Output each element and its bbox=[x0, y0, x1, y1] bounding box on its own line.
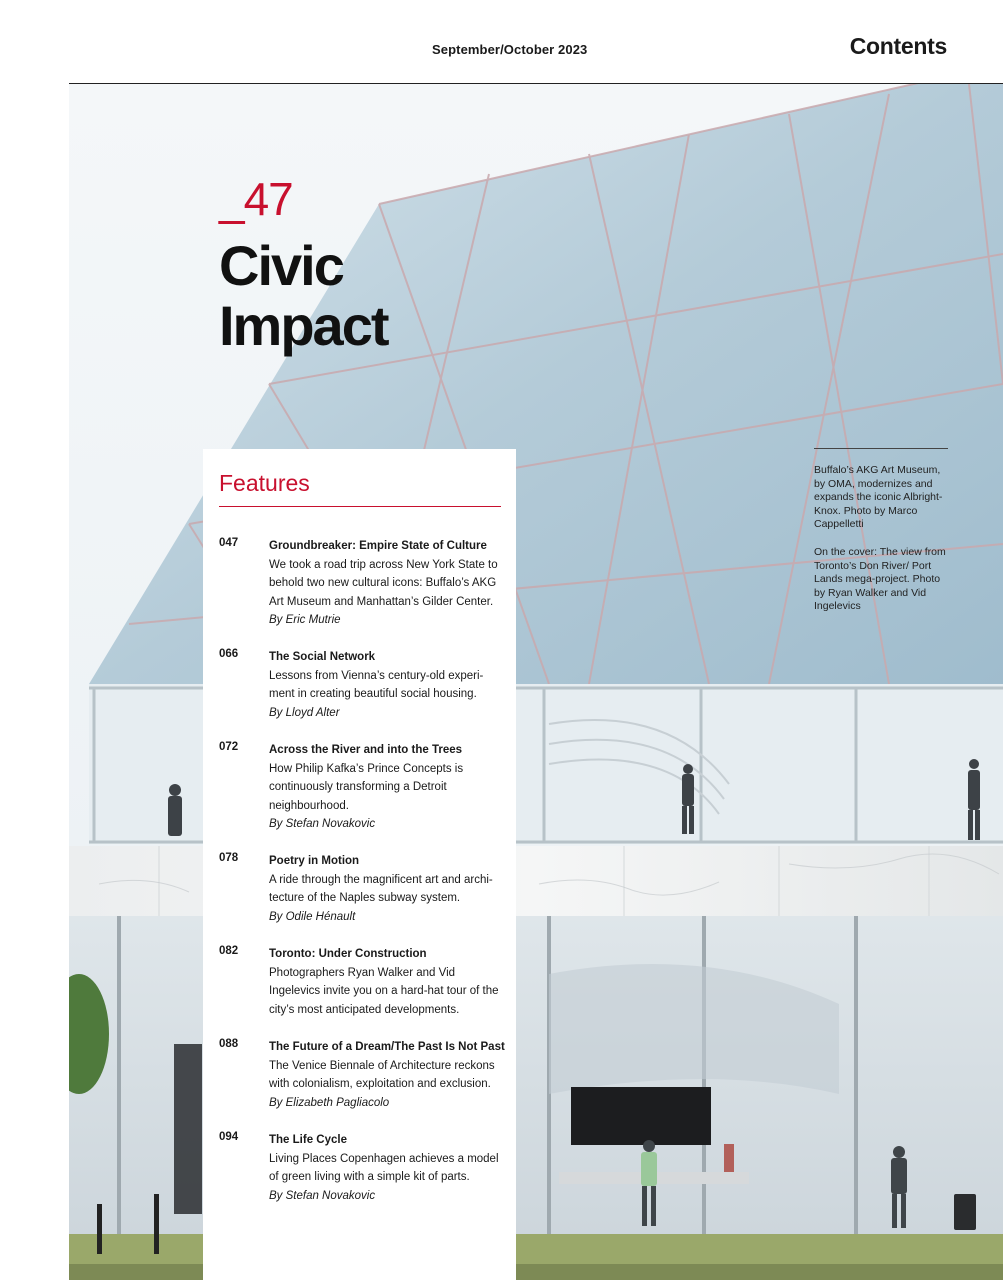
photo-credit: Buffalo’s AKG Art Museum, by OMA, modernizes and expands the iconic Albright-Knox. Photo by Marco Cappelletti bbox=[814, 464, 943, 531]
cover-credit: On the cover: The view from Toronto’s Don River/ Port Lands mega-project. Photo by Ryan Walker and Vid Ingelevics bbox=[814, 545, 946, 613]
feature-author: By Stefan Novakovic bbox=[269, 1189, 376, 1202]
issue-title-line2: Impact bbox=[219, 294, 388, 357]
issue-number: _47 bbox=[219, 173, 293, 225]
feature-author: By Elizabeth Pagliacolo bbox=[269, 1096, 390, 1109]
feature-page-number: 088 bbox=[219, 1038, 239, 1050]
feature-page-number: 094 bbox=[219, 1131, 239, 1143]
feature-description: How Philip Kafka’s Prince Concepts is continuously transforming a Detroit neighbourhood. bbox=[269, 762, 464, 812]
feature-description: The Venice Biennale of Architecture reckons with colonialism, exploitation and exclusion. bbox=[269, 1059, 495, 1091]
feature-page-number: 072 bbox=[219, 741, 239, 753]
feature-author: By Odile Hénault bbox=[269, 910, 356, 923]
feature-description: A ride through the magnificent art and archi-tecture of the Naples subway system. bbox=[269, 873, 493, 905]
caption-rule bbox=[814, 448, 948, 449]
header-date: September/October 2023 bbox=[432, 42, 588, 57]
feature-title[interactable]: The Future of a Dream/The Past Is Not Past bbox=[269, 1041, 505, 1053]
features-panel bbox=[203, 449, 516, 1280]
feature-page-number: 082 bbox=[219, 945, 239, 957]
feature-description: Photographers Ryan Walker and Vid Ingelevics invite you on a hard-hat tour of the city’s most anticipated developments. bbox=[269, 966, 499, 1016]
feature-title[interactable]: Poetry in Motion bbox=[269, 855, 360, 867]
feature-title[interactable]: The Life Cycle bbox=[269, 1134, 347, 1146]
features-heading: Features bbox=[219, 470, 310, 496]
issue-title-line1: Civic bbox=[219, 234, 343, 297]
feature-page-number: 078 bbox=[219, 852, 239, 864]
feature-page-number: 066 bbox=[219, 648, 239, 660]
feature-page-number: 047 bbox=[219, 537, 239, 549]
feature-description: Lessons from Vienna’s century-old experi-ment in creating beautiful social housing. bbox=[269, 669, 484, 701]
feature-description: Living Places Copenhagen achieves a model of green living with a simple kit of parts. bbox=[269, 1152, 499, 1184]
feature-title[interactable]: Groundbreaker: Empire State of Culture bbox=[269, 540, 487, 552]
feature-title[interactable]: Across the River and into the Trees bbox=[269, 744, 463, 756]
photo-caption bbox=[814, 448, 948, 628]
feature-author: By Eric Mutrie bbox=[269, 614, 341, 627]
feature-title[interactable]: Toronto: Under Construction bbox=[269, 948, 427, 960]
feature-author: By Lloyd Alter bbox=[269, 706, 340, 719]
feature-description: We took a road trip across New York State to behold two new cultural icons: Buffalo’s AKG Art Museum and Manhattan’s Gilder Center. bbox=[269, 558, 498, 608]
issue-title bbox=[219, 236, 388, 356]
feature-author: By Stefan Novakovic bbox=[269, 818, 376, 831]
section-title: Contents bbox=[849, 33, 947, 59]
features-rule bbox=[219, 506, 501, 507]
feature-title[interactable]: The Social Network bbox=[269, 651, 376, 663]
